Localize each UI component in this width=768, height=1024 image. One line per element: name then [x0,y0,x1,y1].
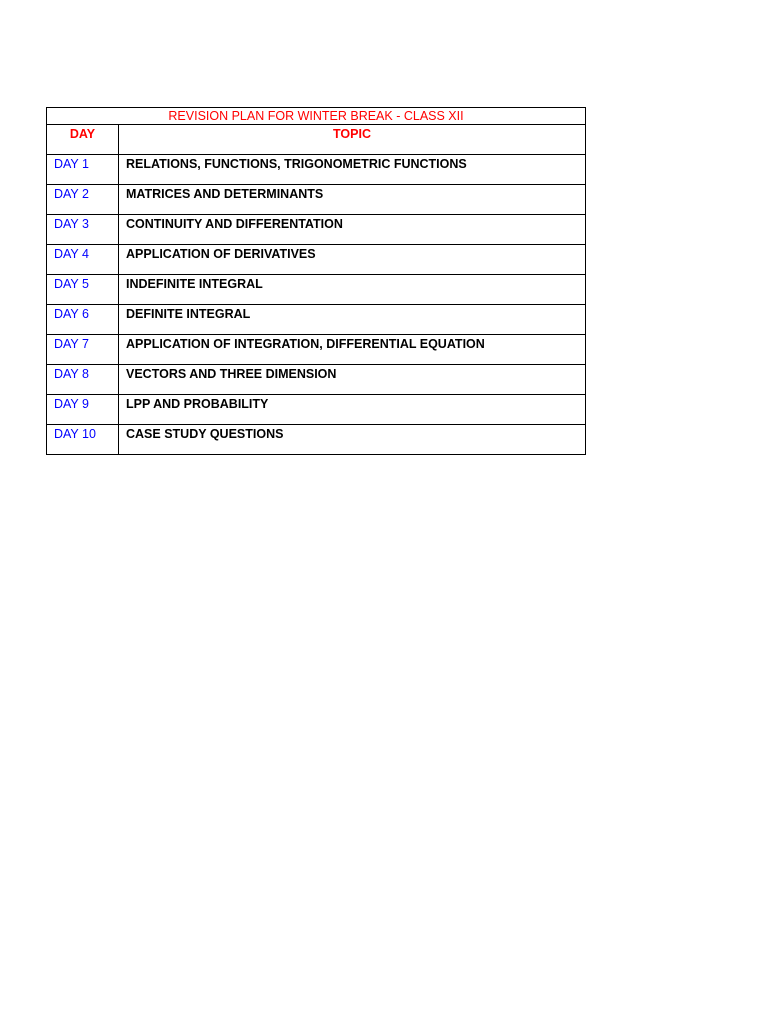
header-row [47,125,586,155]
topic-cell: APPLICATION OF INTEGRATION, DIFFERENTIAL EQUATION [119,335,586,365]
table-row [47,215,586,245]
topic-cell: INDEFINITE INTEGRAL [119,275,586,305]
header-topic: TOPIC [119,125,586,155]
table-row [47,185,586,215]
table-row [47,425,586,455]
topic-cell: VECTORS AND THREE DIMENSION [119,365,586,395]
table-title: REVISION PLAN FOR WINTER BREAK - CLASS XII [47,108,586,125]
table-row [47,365,586,395]
table-row [47,335,586,365]
day-cell: DAY 3 [47,215,119,245]
table-row [47,395,586,425]
table-row [47,155,586,185]
day-cell: DAY 5 [47,275,119,305]
topic-cell: CONTINUITY AND DIFFERENTATION [119,215,586,245]
topic-cell: DEFINITE INTEGRAL [119,305,586,335]
topic-cell: LPP AND PROBABILITY [119,395,586,425]
day-cell: DAY 7 [47,335,119,365]
day-cell: DAY 6 [47,305,119,335]
topic-cell: APPLICATION OF DERIVATIVES [119,245,586,275]
revision-plan-table [46,107,586,455]
table-row [47,275,586,305]
day-cell: DAY 8 [47,365,119,395]
topic-cell: CASE STUDY QUESTIONS [119,425,586,455]
day-cell: DAY 2 [47,185,119,215]
header-day: DAY [47,125,119,155]
topic-cell: MATRICES AND DETERMINANTS [119,185,586,215]
table-row [47,305,586,335]
topic-cell: RELATIONS, FUNCTIONS, TRIGONOMETRIC FUNCTIONS [119,155,586,185]
day-cell: DAY 4 [47,245,119,275]
table-row [47,245,586,275]
day-cell: DAY 1 [47,155,119,185]
day-cell: DAY 10 [47,425,119,455]
day-cell: DAY 9 [47,395,119,425]
title-row [47,108,586,125]
